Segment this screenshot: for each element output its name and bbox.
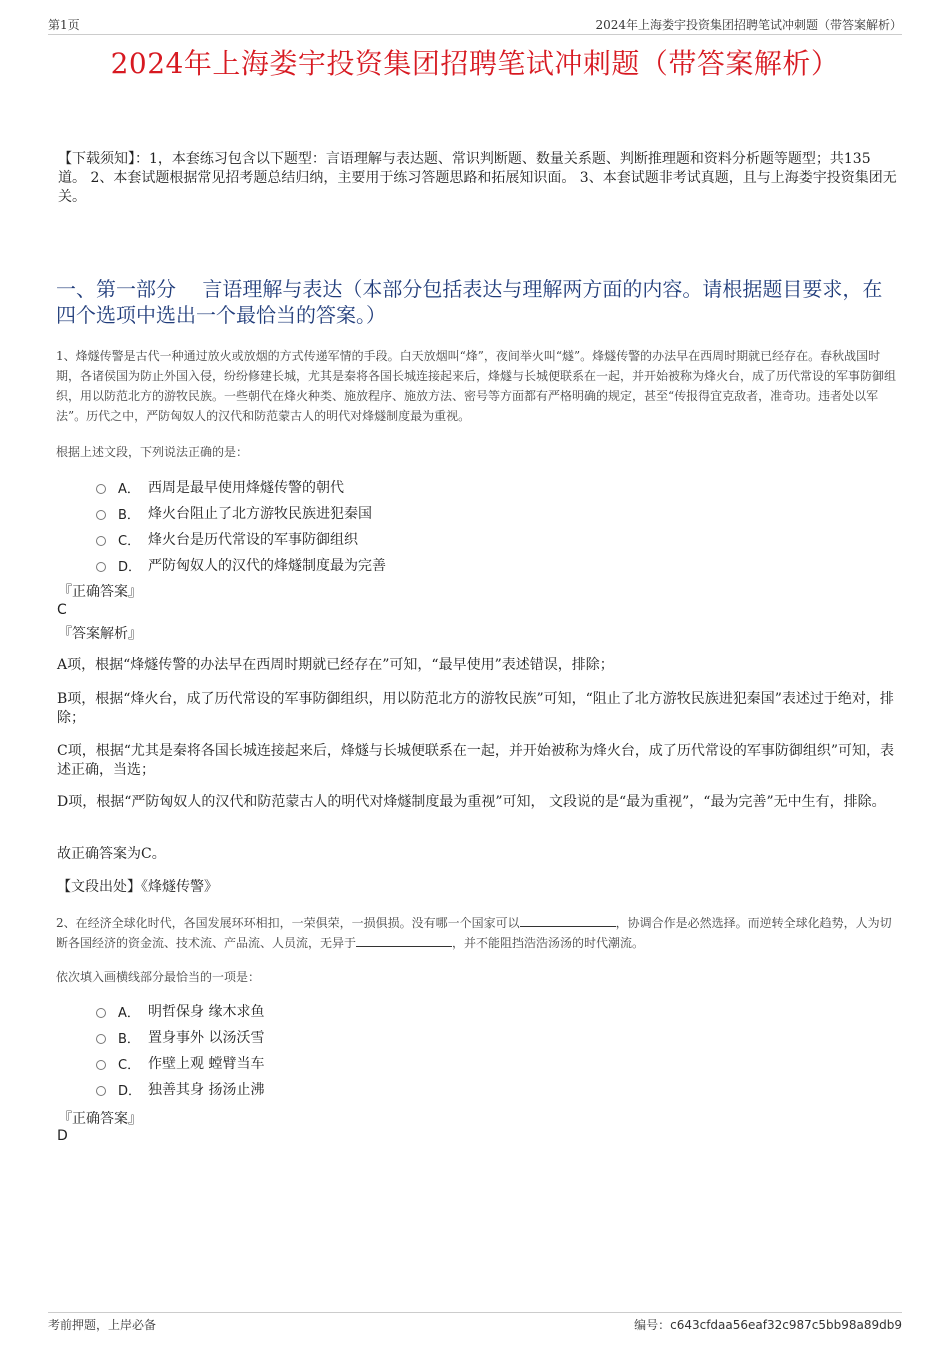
radio-icon[interactable] [96,536,106,546]
page-footer [48,1312,902,1335]
footer-slogan: 考前押题，上岸必备 [48,1318,157,1332]
question-1-text: 1、烽燧传警是古代一种通过放火或放烟的方式传递军情的手段。白天放烟叫“烽”，夜间举火叫“燧”。烽燧传警的办法早在西周时期就已经存在。春秋战国时期，各诸侯国为防止外国入侵，纷纷修建长城，尤其是秦将各国长城连接起来后，烽燧与长城便联系在一起，并开始被称为烽火台，成了历代常设的军事防御组织，用以防范北方的游牧民族。一些朝代在烽火种类、施放程序、施放方法、密号等方面都有严格明确的规定，甚至“传报得宜克敌者，准奇功。违者处以军法”。历代之中，严防匈奴人的汉代和防范蒙古人的明代对烽燧制度最为重视。 [56,349,897,423]
footer-code-label: 编号： [634,1318,671,1332]
fill-blank-2 [356,934,452,947]
question-1-analysis-label: 『答案解析』 [58,626,142,642]
analysis-conclusion: 故正确答案为C。 [57,846,166,862]
option-key: B． [118,507,140,523]
question-2-prompt: 依次填入画横线部分最恰当的一项是： [56,970,261,984]
footer-code-line [634,1316,902,1333]
question-1-option-b[interactable] [96,500,796,526]
radio-icon[interactable] [96,510,106,520]
page-header [48,14,902,35]
question-2-answer-label: 『正确答案』 [58,1111,142,1127]
question-2-options [96,998,796,1102]
section-heading: 一、第一部分 言语理解与表达（本部分包括表达与理解两方面的内容。请根据题目要求，在四个选项中选出一个最恰当的答案。） [56,277,883,327]
question-2-option-a[interactable] [96,998,796,1024]
option-text: 独善其身 扬汤止沸 [148,1082,265,1098]
analysis-item-b: B项，根据“烽火台，成了历代常设的军事防御组织，用以防范北方的游牧民族”可知，“阻止了北方游牧民族进犯秦国”表述过于绝对，排除； [57,691,894,726]
analysis-item-a: A项，根据“烽燧传警的办法早在西周时期就已经存在”可知，“最早使用”表述错误，排除； [57,657,614,673]
header-doc-title: 2024年上海娄宇投资集团招聘笔试冲刺题（带答案解析） [595,18,902,32]
analysis-item-c: C项，根据“尤其是秦将各国长城连接起来后，烽燧与长城便联系在一起，并开始被称为烽火台，成了历代常设的军事防御组织”可知，表述正确，当选； [57,743,895,778]
option-key: D． [118,1083,142,1099]
option-text: 烽火台阻止了北方游牧民族进犯秦国 [148,506,372,522]
option-text: 置身事外 以汤沃雪 [148,1030,265,1046]
radio-icon[interactable] [96,1060,106,1070]
option-text: 明哲保身 缘木求鱼 [148,1004,265,1020]
question-1-prompt: 根据上述文段，下列说法正确的是： [56,445,249,459]
option-key: C． [118,1057,141,1073]
question-2-text-part-b: ，协调合作是必然选择。而逆转全球化趋势，人为切断各国经济的资金流、技术流、产品流、人员流，无异于 [56,916,892,950]
radio-icon[interactable] [96,1034,106,1044]
question-1-options [96,474,796,578]
question-2-option-d[interactable] [96,1076,796,1102]
radio-icon[interactable] [96,1086,106,1096]
text-source: 【文段出处】《烽燧传警》 [57,879,218,895]
option-text: 严防匈奴人的汉代的烽燧制度最为完善 [148,558,386,574]
option-text: 烽火台是历代常设的军事防御组织 [148,532,358,548]
question-2-text [56,913,896,953]
question-2-text-part-c: ，并不能阻挡浩浩汤汤的时代潮流。 [452,936,645,950]
question-1-answer-label: 『正确答案』 [58,584,142,600]
page-number: 第1页 [48,18,80,32]
question-1-option-c[interactable] [96,526,796,552]
option-text: 作壁上观 螳臂当车 [148,1056,265,1072]
radio-icon[interactable] [96,562,106,572]
radio-icon[interactable] [96,484,106,494]
question-2-option-b[interactable] [96,1024,796,1050]
download-notice: 【下载须知】：1，本套练习包含以下题型：言语理解与表达题、常识判断题、数量关系题、判断推理题和资料分析题等题型；共135道。 2、本套试题根据常见招考题总结归纳，主要用于练习答题思路和拓展知识面。 3、本套试题非考试真题，且与上海娄宇投资集团无关。 [58,151,897,205]
question-1-answer: C [57,602,67,618]
question-2-text-part-a: 2、在经济全球化时代，各国发展环环相扣，一荣俱荣，一损俱损。没有哪一个国家可以 [56,916,520,930]
option-key: B． [118,1031,140,1047]
option-key: C． [118,533,141,549]
radio-icon[interactable] [96,1008,106,1018]
question-1-option-d[interactable] [96,552,796,578]
question-1-option-a[interactable] [96,474,796,500]
question-2-option-c[interactable] [96,1050,796,1076]
analysis-item-d: D项，根据“严防匈奴人的汉代和防范蒙古人的明代对烽燧制度最为重视”可知， 文段说的是“最为重视”，“最为完善”无中生有，排除。 [57,794,886,810]
fill-blank-1 [520,914,616,927]
option-key: A． [118,1005,140,1021]
option-key: D． [118,559,142,575]
document-title: 2024年上海娄宇投资集团招聘笔试冲刺题（带答案解析） [110,47,840,80]
question-2-answer: D [57,1128,68,1144]
option-text: 西周是最早使用烽燧传警的朝代 [148,480,344,496]
option-key: A． [118,481,140,497]
footer-code: c643cfdaa56eaf32c987c5bb98a89db9 [670,1318,902,1332]
